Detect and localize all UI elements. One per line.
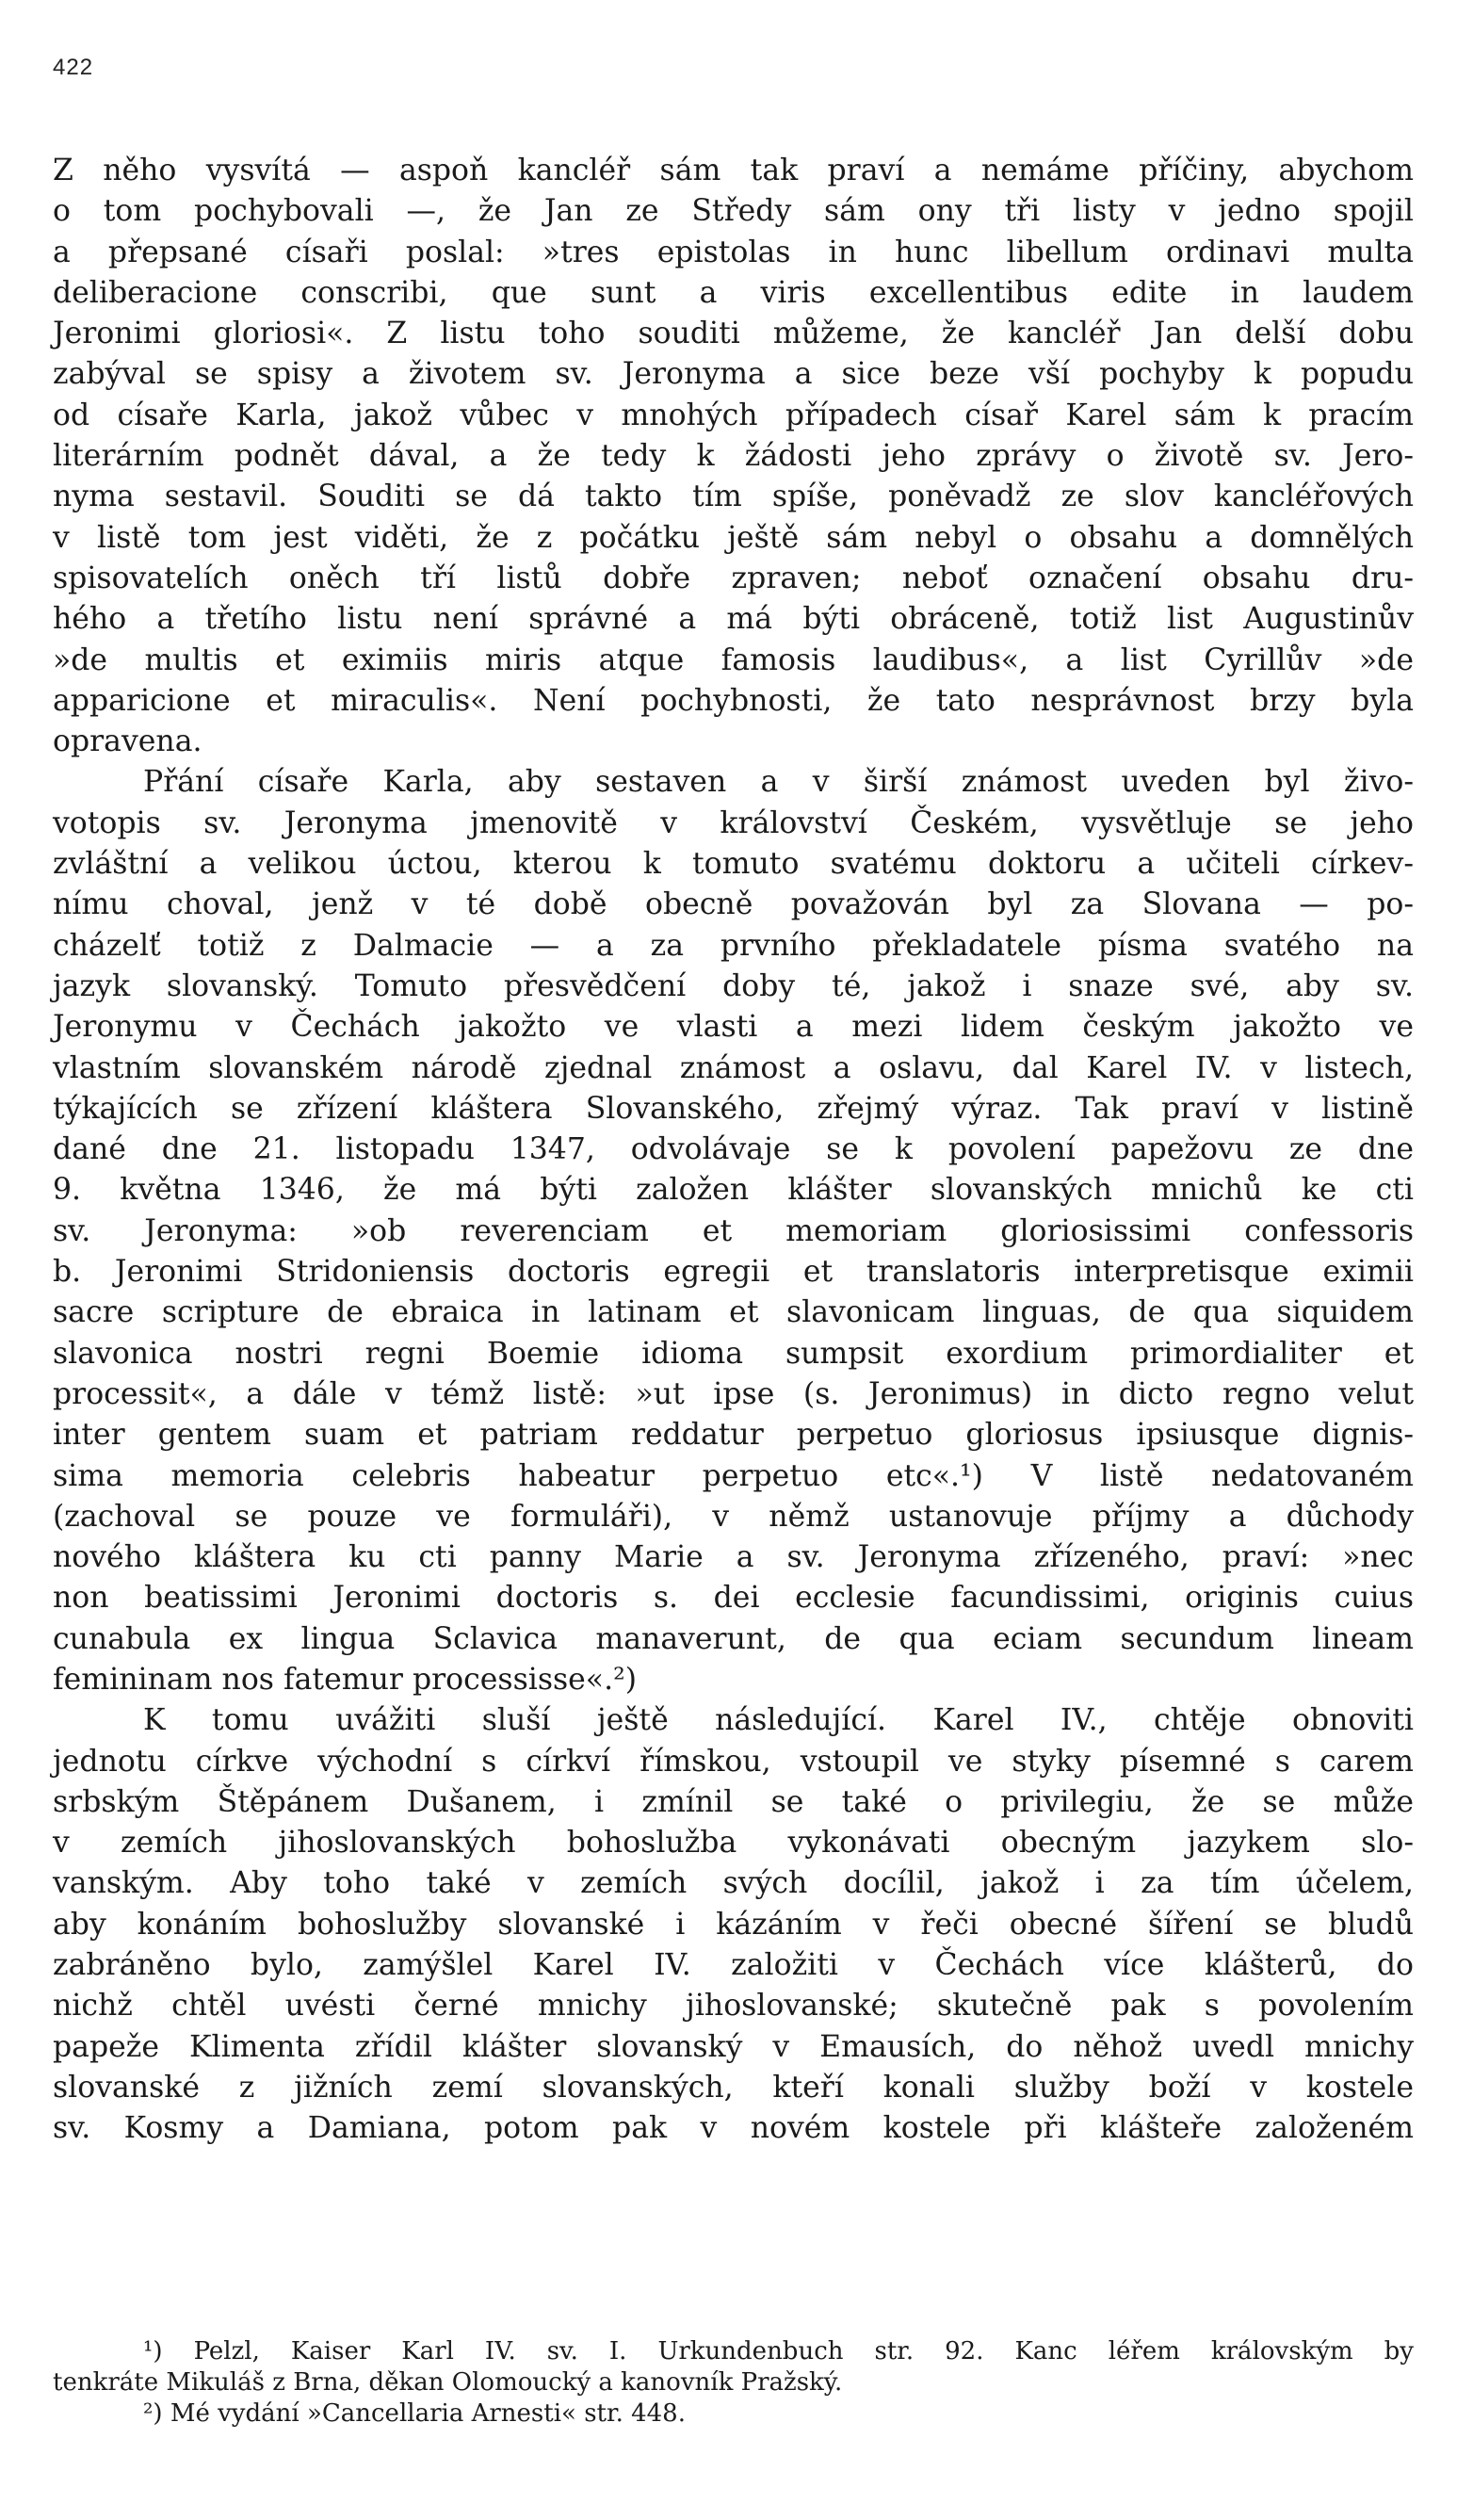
text-line: 9. května 1346, že má býti založen klášter slovanských mnichů ke cti <box>53 1173 1414 1208</box>
text-line: nového kláštera ku cti panny Marie a sv. Jeronyma zřízeného, praví: »nec <box>53 1540 1414 1575</box>
text-line: votopis sv. Jeronyma jmenovitě v království Českém, vysvětluje se jeho <box>53 805 1414 840</box>
text-line: vlastním slovanském národě zjednal známost a oslavu, dal Karel IV. v listech, <box>53 1050 1414 1085</box>
text-line: jazyk slovanský. Tomuto přesvědčení doby té, jakož i snaze své, aby sv. <box>53 968 1414 1003</box>
text-line: Jeronimi gloriosi«. Z listu toho souditi můžeme, že kancléř Jan delší dobu <box>53 317 1414 351</box>
text-line: b. Jeronimi Stridoniensis doctoris egregii et translatoris interpretisque eximii <box>53 1255 1414 1290</box>
text-line: o tom pochybovali —, že Jan ze Středy sám ony tři listy v jedno spojil <box>53 194 1414 229</box>
text-line: zabráněno bylo, zamýšlel Karel IV. založiti v Čechách více klášterů, do <box>53 1948 1414 1983</box>
text-line: Jeronymu v Čechách jakožto ve vlasti a mezi lidem českým jakožto ve <box>53 1010 1414 1045</box>
footnote-2 <box>53 2398 1414 2430</box>
text-line: femininam nos fatemur processisse«.²) <box>53 1662 638 1697</box>
text-line: cházelť totiž z Dalmacie — a za prvního překladatele písma svatého na <box>53 928 1414 963</box>
text-line: vanským. Aby toho také v zemích svých docílil, jakož i za tím účelem, <box>53 1866 1414 1901</box>
page-number: 422 <box>53 55 94 80</box>
paragraph-2 <box>53 762 1414 1700</box>
text-line: v zemích jihoslovanských bohoslužba vykonávati obecným jazykem slo- <box>53 1826 1414 1861</box>
text-line: papeže Klimenta zřídil klášter slovanský v Emausích, do něhož uvedl mnichy <box>53 2029 1414 2064</box>
text-line: Přání císaře Karla, aby sestaven a v širší známost uveden byl živo- <box>143 765 1414 800</box>
footnote-line: tenkráte Mikuláš z Brna, děkan Olomoucký a kanovník Pražský. <box>53 2368 843 2397</box>
text-line: dané dne 21. listopadu 1347, odvolávaje se k povolení papežovu ze dne <box>53 1132 1414 1167</box>
text-line: sacre scripture de ebraica in latinam et slavonicam linguas, de qua siquidem <box>53 1295 1414 1330</box>
text-line: slovanské z jižních zemí slovanských, kteří konali služby boží v kostele <box>53 2070 1414 2105</box>
text-line: Z něho vysvítá — aspoň kancléř sám tak praví a nemáme příčiny, abychom <box>53 154 1414 187</box>
text-line: apparicione et miraculis«. Není pochybnosti, že tato nesprávnost brzy byla <box>53 683 1414 718</box>
text-line: processit«, a dále v témž listě: »ut ipse (s. Jeronimus) in dicto regno velut <box>53 1376 1414 1411</box>
text-line: týkajících se zřízení kláštera Slovanského, zřejmý výraz. Tak praví v listině <box>53 1091 1414 1126</box>
paragraph-1 <box>53 151 1414 762</box>
text-line: v listě tom jest viděti, že z počátku ještě sám nebyl o obsahu a domnělých <box>53 520 1414 555</box>
text-line: nyma sestavil. Souditi se dá takto tím spíše, poněvadž ze slov kancléřových <box>53 480 1414 514</box>
text-line: inter gentem suam et patriam reddatur perpetuo gloriosus ipsiusque dignis- <box>53 1418 1414 1453</box>
text-line: literárním podnět dával, a že tedy k žádosti jeho zprávy o životě sv. Jero- <box>53 439 1414 474</box>
text-line: srbským Štěpánem Dušanem, i zmínil se také o privilegiu, že se může <box>53 1784 1414 1819</box>
footnote-line: ²) Mé vydání »Cancellaria Arnesti« str. 448. <box>143 2399 686 2428</box>
text-line: spisovatelích oněch tří listů dobře zpraven; neboť označení obsahu dru- <box>53 561 1414 595</box>
text-line: zabýval se spisy a životem sv. Jeronyma a sice beze vší pochyby k popudu <box>53 357 1414 392</box>
text-line: slavonica nostri regni Boemie idioma sumpsit exordium primordialiter et <box>53 1336 1414 1371</box>
text-line: sv. Kosmy a Damiana, potom pak v novém kostele při klášteře založeném <box>53 2111 1414 2146</box>
text-line: deliberacione conscribi, que sunt a viris excellentibus edite in laudem <box>53 275 1414 310</box>
text-line: hého a třetího listu není správné a má býti obráceně, totiž list Augustinův <box>53 602 1414 637</box>
footnotes <box>53 2336 1414 2430</box>
text-line: zvláštní a velikou úctou, kterou k tomuto svatému doktoru a učiteli církev- <box>53 847 1414 882</box>
text-line: od císaře Karla, jakož vůbec v mnohých případech císař Karel sám k pracím <box>53 398 1414 432</box>
text-line: opravena. <box>53 724 202 759</box>
body-text <box>53 151 1414 2150</box>
text-line: a přepsané císaři poslal: »tres epistolas in hunc libellum ordinavi multa <box>53 235 1414 269</box>
text-line: aby konáním bohoslužby slovanské i kázáním v řeči obecné šíření se bludů <box>53 1907 1414 1942</box>
text-line: »de multis et eximiis miris atque famosis laudibus«, a list Cyrillův »de <box>53 642 1414 677</box>
paragraph-3 <box>53 1700 1414 2149</box>
text-line: non beatissimi Jeronimi doctoris s. dei ecclesie facundissimi, originis cuius <box>53 1581 1414 1616</box>
text-line: K tomu uvážiti sluší ještě následující. Karel IV., chtěje obnoviti <box>143 1703 1414 1738</box>
footnote-1 <box>53 2336 1414 2398</box>
text-line: (zachoval se pouze ve formuláři), v němž ustanovuje příjmy a důchody <box>53 1499 1414 1534</box>
text-line: sima memoria celebris habeatur perpetuo etc«.¹) V listě nedatovaném <box>53 1458 1414 1493</box>
text-line: cunabula ex lingua Sclavica manaverunt, de qua eciam secundum lineam <box>53 1621 1414 1656</box>
footnote-line: ¹) Pelzl, Kaiser Karl IV. sv. I. Urkundenbuch str. 92. Kanc léřem královským by <box>143 2337 1414 2366</box>
text-line: jednotu církve východní s církví římskou, vstoupil ve styky písemné s carem <box>53 1744 1414 1779</box>
text-line: nichž chtěl uvésti černé mnichy jihoslovanské; skutečně pak s povolením <box>53 1989 1414 2024</box>
text-line: nímu choval, jenž v té době obecně považován byl za Slovana — po- <box>53 887 1414 922</box>
text-line: sv. Jeronyma: »ob reverenciam et memoriam gloriosissimi confessoris <box>53 1213 1414 1248</box>
